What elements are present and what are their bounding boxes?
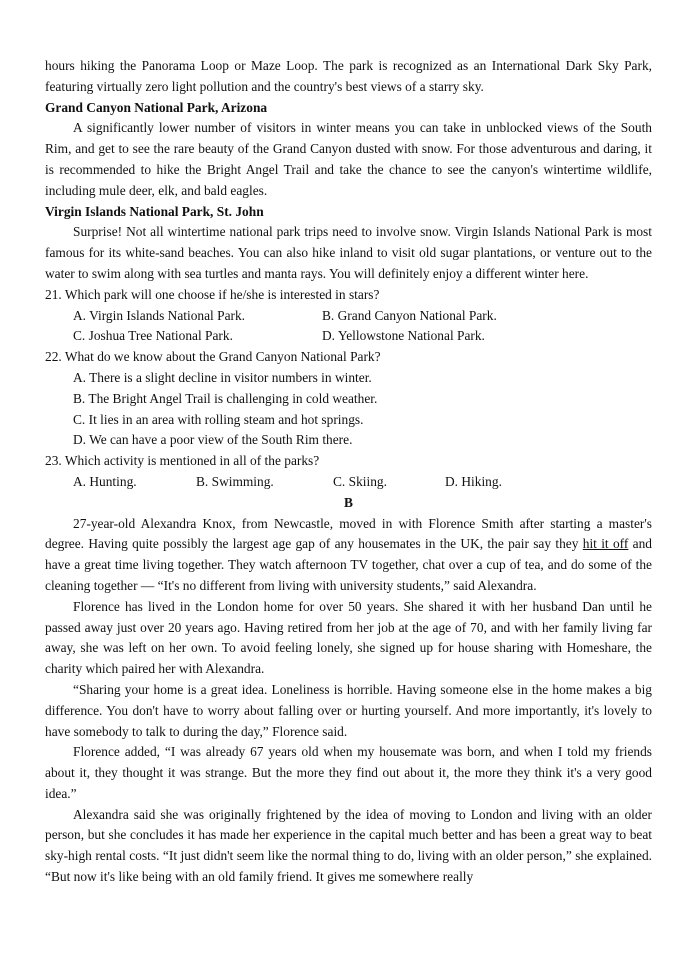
paragraph-grand-canyon: A significantly lower number of visitors in winter means you can take in unblocked views of the South Rim, and get to see the rare beauty of the Grand Canyon dusted with snow. For those adventurous and daring, it is recommended to hike the Bright Angel Trail and take the chance to see the canyon's wintertime wildlife, including mule deer, elk, and bald eagles. (45, 120, 652, 198)
question-23-stem: 23. Which activity is mentioned in all of the parks? (45, 453, 320, 469)
question-22-option-d: D. We can have a poor view of the South Rim there. (73, 432, 353, 448)
section-label-b: B (344, 494, 353, 510)
question-21-option-d: D. Yellowstone National Park. (322, 328, 485, 344)
paragraph-b-2: Florence has lived in the London home for over 50 years. She shared it with her husband Dan until he passed away just over 20 years ago. Having retired from her job at the age of 70, and with her family living far away, she was left on her own. To avoid feeling lonely, she signed up for house sharing with Homeshare, the charity which paired her with Alexandra. (45, 598, 652, 677)
question-21-option-c: C. Joshua Tree National Park. (73, 328, 233, 344)
question-23-option-b: B. Swimming. (196, 473, 274, 489)
question-22-option-b: B. The Bright Angel Trail is challenging in cold weather. (73, 390, 378, 406)
question-22-stem: 22. What do we know about the Grand Canyon National Park? (45, 349, 381, 365)
paragraph-b-4: Florence added, “I was already 67 years old when my housemate was born, and when I told my friends about it, they thought it was strange. But the more they find out about it, the more they think it's a very good idea.” (45, 744, 652, 801)
question-23-option-c: C. Skiing. (333, 473, 387, 489)
paragraph-b-1-text-start: 27-year-old Alexandra Knox, from Newcastle, moved in with Florence Smith after starting a master's degree. Having quite possibly the largest age gap of any housemates in the UK, the pair say they (45, 515, 652, 552)
question-21-options-row-2 (45, 326, 652, 347)
heading-virgin-islands: Virgin Islands National Park, St. John (45, 203, 264, 219)
question-22-option-c: C. It lies in an area with rolling steam and hot springs. (73, 411, 364, 427)
paragraph-b-5: Alexandra said she was originally frightened by the idea of moving to London and living with an older person, but she concludes it has made her experience in the capital much better and has been a great way to beat sky-high rental costs. “It just didn't seem like the normal thing to do, living with an older person,” she explained. “But now it's like being with an old family friend. It gives me somewhere really (45, 806, 652, 885)
question-22-option-a: A. There is a slight decline in visitor numbers in winter. (73, 369, 372, 385)
question-23-option-d: D. Hiking. (445, 473, 502, 489)
question-21-options-row-1 (45, 306, 652, 327)
paragraph-virgin-islands: Surprise! Not all wintertime national park trips need to involve snow. Virgin Islands National Park is most famous for its white-sand beaches. You can also hike inland to visit old sugar plantations, or venture out to the water to swim along with sea turtles and manta rays. You will definitely enjoy a different winter here. (45, 224, 652, 281)
question-23-option-a: A. Hunting. (73, 473, 137, 489)
question-21-option-a: A. Virgin Islands National Park. (73, 307, 246, 323)
question-23-options-row (45, 472, 652, 493)
underlined-phrase: hit it off (582, 536, 629, 552)
question-21-stem: 21. Which park will one choose if he/she is interested in stars? (45, 286, 380, 302)
paragraph-b-1-text-end: and have a great time living together. They watch afternoon TV together, chat over a cup of tea, and do some of the cleaning together — “It's no different from living with university students,” said Alexandra. (45, 536, 652, 593)
paragraph-b-1 (45, 514, 652, 597)
heading-grand-canyon: Grand Canyon National Park, Arizona (45, 99, 268, 115)
passage-a-paragraph-joshua-tree-end: hours hiking the Panorama Loop or Maze Loop. The park is recognized as an International Dark Sky Park, featuring virtually zero light pollution and the country's best views of a starry sky. (45, 58, 652, 94)
question-21-option-b: B. Grand Canyon National Park. (322, 307, 497, 323)
paragraph-b-3: “Sharing your home is a great idea. Loneliness is horrible. Having someone else in the home makes a big difference. You don't have to worry about falling over or hurting yourself. And more importantly, it's lovely to have somebody to talk to during the day,” Florence said. (45, 681, 652, 739)
